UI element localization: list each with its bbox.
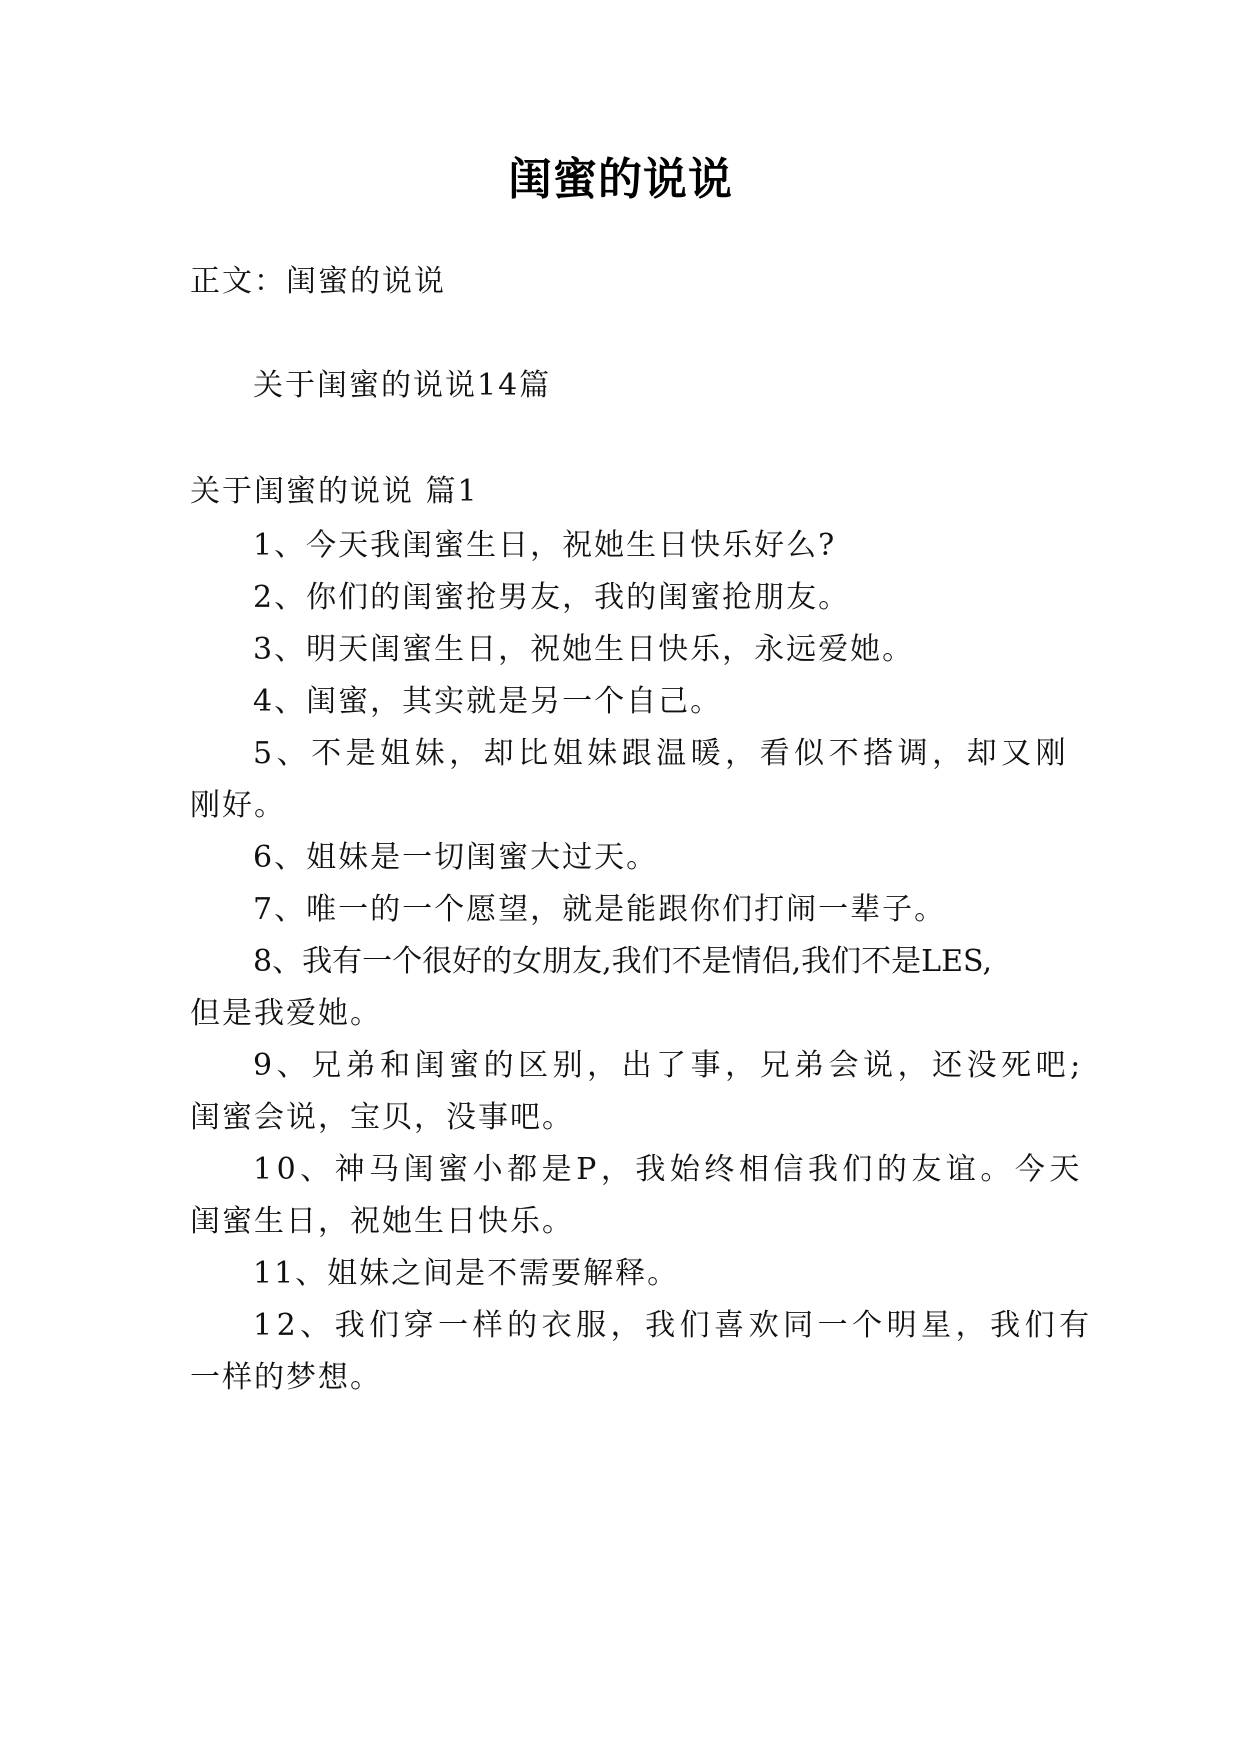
list-item: 11、姐妹之间是不需要解释。 bbox=[253, 1256, 680, 1291]
document-subtitle: 关于闺蜜的说说14篇 bbox=[253, 368, 552, 403]
list-item: 7、唯一的一个愿望，就是能跟你们打闹一辈子。 bbox=[253, 892, 947, 927]
list-item: 3、明天闺蜜生日，祝她生日快乐，永远爱她。 bbox=[253, 632, 915, 667]
list-item: 1、今天我闺蜜生日，祝她生日快乐好么? bbox=[253, 528, 837, 563]
list-item: 2、你们的闺蜜抢男友，我的闺蜜抢朋友。 bbox=[253, 580, 851, 615]
list-item-continuation: 闺蜜生日，祝她生日快乐。 bbox=[190, 1204, 574, 1239]
document-title: 闺蜜的说说 bbox=[508, 154, 733, 205]
list-item-continuation: 一样的梦想。 bbox=[190, 1360, 382, 1395]
list-item: 6、姐妹是一切闺蜜大过天。 bbox=[253, 840, 659, 875]
list-item: 4、闺蜜，其实就是另一个自己。 bbox=[253, 684, 723, 719]
list-item-continuation: 刚好。 bbox=[190, 788, 286, 823]
list-item-continuation: 闺蜜会说，宝贝，没事吧。 bbox=[190, 1100, 574, 1135]
body-label-line: 正文：闺蜜的说说 bbox=[190, 264, 446, 299]
list-item: 12、我们穿一样的衣服，我们喜欢同一个明星，我们有 bbox=[253, 1308, 1094, 1343]
section-heading: 关于闺蜜的说说 篇1 bbox=[190, 474, 479, 509]
list-item: 9、兄弟和闺蜜的区别，出了事，兄弟会说，还没死吧; bbox=[253, 1048, 1085, 1083]
list-item-continuation: 但是我爱她。 bbox=[190, 996, 382, 1031]
list-item: 8、我有一个很好的女朋友,我们不是情侣,我们不是LES, bbox=[253, 944, 992, 979]
list-item: 10、神马闺蜜小都是P，我始终相信我们的友谊。今天 bbox=[253, 1152, 1084, 1187]
list-item: 5、不是姐妹，却比姐妹跟温暖，看似不搭调，却又刚 bbox=[253, 736, 1071, 771]
